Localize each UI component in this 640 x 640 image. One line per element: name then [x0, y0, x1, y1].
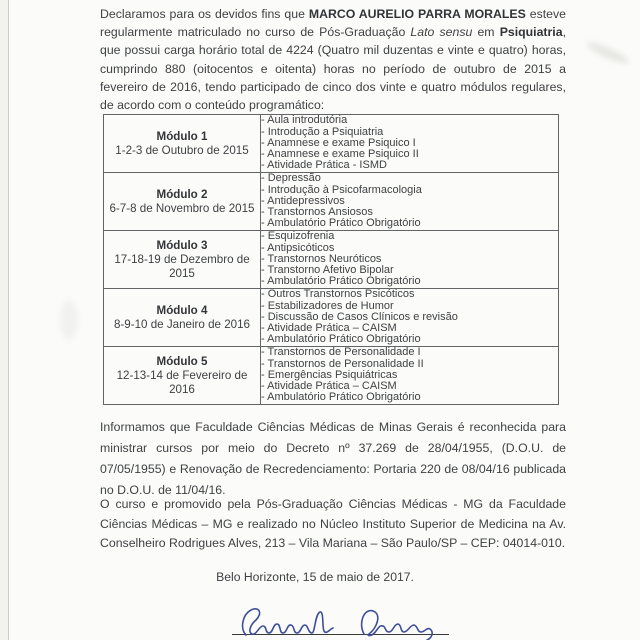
topic-item: - Introdução à Psicofarmacologia	[261, 184, 422, 196]
course-name: Psiquiatria	[499, 25, 563, 40]
course-type: Lato sensu	[410, 25, 473, 40]
module-row	[104, 115, 559, 173]
module-name-cell	[104, 347, 261, 405]
topic-item: - Ambulatório Prático Obrigatório	[261, 276, 421, 288]
declaration-text: esteve regularmente matriculado no curso de Pós-Graduação	[100, 7, 566, 40]
topic-item: - Atividade Prática – CAISM	[261, 381, 397, 393]
declaration-text: Declaramos para os devidos fins que	[100, 7, 309, 21]
topic-item: - Transtorno Afetivo Bipolar	[261, 265, 394, 277]
module-date: 17-18-19 de Dezembro de 2015	[114, 252, 250, 280]
module-date: 8-9-10 de Janeiro de 2016	[113, 317, 250, 331]
topic-item: - Antipsicóticos	[261, 242, 335, 254]
topic-item: - Transtornos de Personalidade II	[261, 358, 424, 370]
topic-item: - Aula introdutória	[261, 115, 348, 127]
module-row	[104, 231, 559, 289]
scan-smudge	[60, 300, 78, 340]
topic-item: - Emergências Psiquiátricas	[261, 369, 398, 381]
topic-item: - Ambulatório Prático Obrigatório	[261, 334, 421, 346]
module-name-cell	[104, 231, 261, 289]
topic-item: - Anamnese e exame Psiquico I	[261, 137, 416, 149]
topic-item: - Ambulatório Prático Obrigatório	[261, 218, 421, 230]
module-topics-cell	[261, 173, 559, 231]
topic-item: - Antidepressivos	[261, 195, 345, 207]
topic-item: - Outros Transtornos Psicóticos	[261, 289, 415, 301]
module-topics-cell	[261, 289, 559, 347]
module-name: Módulo 3	[156, 238, 208, 252]
topic-item: - Introdução a Psiquiatria	[261, 126, 384, 138]
module-name: Módulo 1	[156, 129, 208, 143]
module-name: Módulo 2	[156, 187, 208, 201]
signature-stroke	[243, 609, 433, 640]
declaration-paragraph	[100, 5, 566, 114]
module-date: 6-7-8 de Novembro de 2015	[109, 201, 255, 215]
course-promotion-paragraph: O curso e promovido pela Pós-Graduação Ciências Médicas - MG da Faculdade Ciências Médicas – MG e realizado no Núcleo Instituto Superior de Medicina na Av. Conselheiro Rodrigues Alves, 213 – Vila Mariana – São Paulo/SP – CEP: 04014-010.	[100, 497, 566, 550]
date-location-line: Belo Horizonte, 15 de maio de 2017.	[216, 570, 414, 584]
module-date: 12-13-14 de Fevereiro de 2016	[116, 368, 248, 396]
module-name-cell	[104, 289, 261, 347]
topic-item: - Atividade Prática - ISMD	[261, 160, 387, 172]
module-name-cell	[104, 115, 261, 173]
module-topics-cell	[261, 115, 559, 173]
topic-item: - Atividade Prática – CAISM	[261, 323, 397, 335]
handwritten-signature	[236, 599, 452, 640]
course-schedule-table	[103, 114, 559, 405]
declaration-text: , que possui carga horário total de 4224 (Quatro mil duzentas e vinte e quatro) horas, cumprindo 880 (oitocentos e oitenta) horas no período de outubro de 2015 a fevereiro de 2016, tendo participado de cinco dos vinte e quatro módulos regulares, de acordo com o conteúdo programático:	[100, 25, 566, 113]
topic-item: - Transtornos de Personalidade I	[261, 347, 421, 359]
module-topics-cell	[261, 347, 559, 405]
topic-item: - Discussão de Casos Clínicos e revisão	[261, 311, 458, 323]
topic-item: - Estabilizadores de Humor	[261, 300, 394, 312]
module-row	[104, 289, 559, 347]
topic-item: - Ambulatório Prático Obrigatório	[261, 392, 421, 404]
module-name-cell	[104, 173, 261, 231]
topic-item: - Esquizofrenia	[261, 231, 335, 243]
student-name: MARCO AURELIO PARRA MORALES	[308, 7, 526, 21]
topic-item: - Depressão	[261, 173, 321, 185]
topic-item: - Transtornos Ansiosos	[261, 207, 373, 219]
module-date: 1-2-3 de Outubro de 2015	[115, 143, 249, 157]
topic-item: - Transtornos Neuróticos	[261, 253, 382, 265]
module-row	[104, 347, 559, 405]
module-row	[104, 173, 559, 231]
declaration-text: em	[472, 25, 500, 40]
topic-item: - Anamnese e exame Psiquico II	[261, 149, 419, 161]
scan-edge-shadow	[0, 0, 9, 640]
module-topics-cell	[261, 231, 559, 289]
module-name: Módulo 5	[156, 354, 208, 368]
module-name: Módulo 4	[156, 303, 208, 317]
scan-smudge	[585, 39, 631, 67]
accreditation-paragraph: Informamos que Faculdade Ciências Médicas de Minas Gerais é reconhecida para ministrar cursos por meio do Decreto nº 37.269 de 28/04/1955, (D.O.U. de 07/05/1955) e Renovação de Recredenciamento: Portaria 220 de 08/04/16 publicada no D.O.U. de 11/04/16.	[100, 420, 566, 497]
